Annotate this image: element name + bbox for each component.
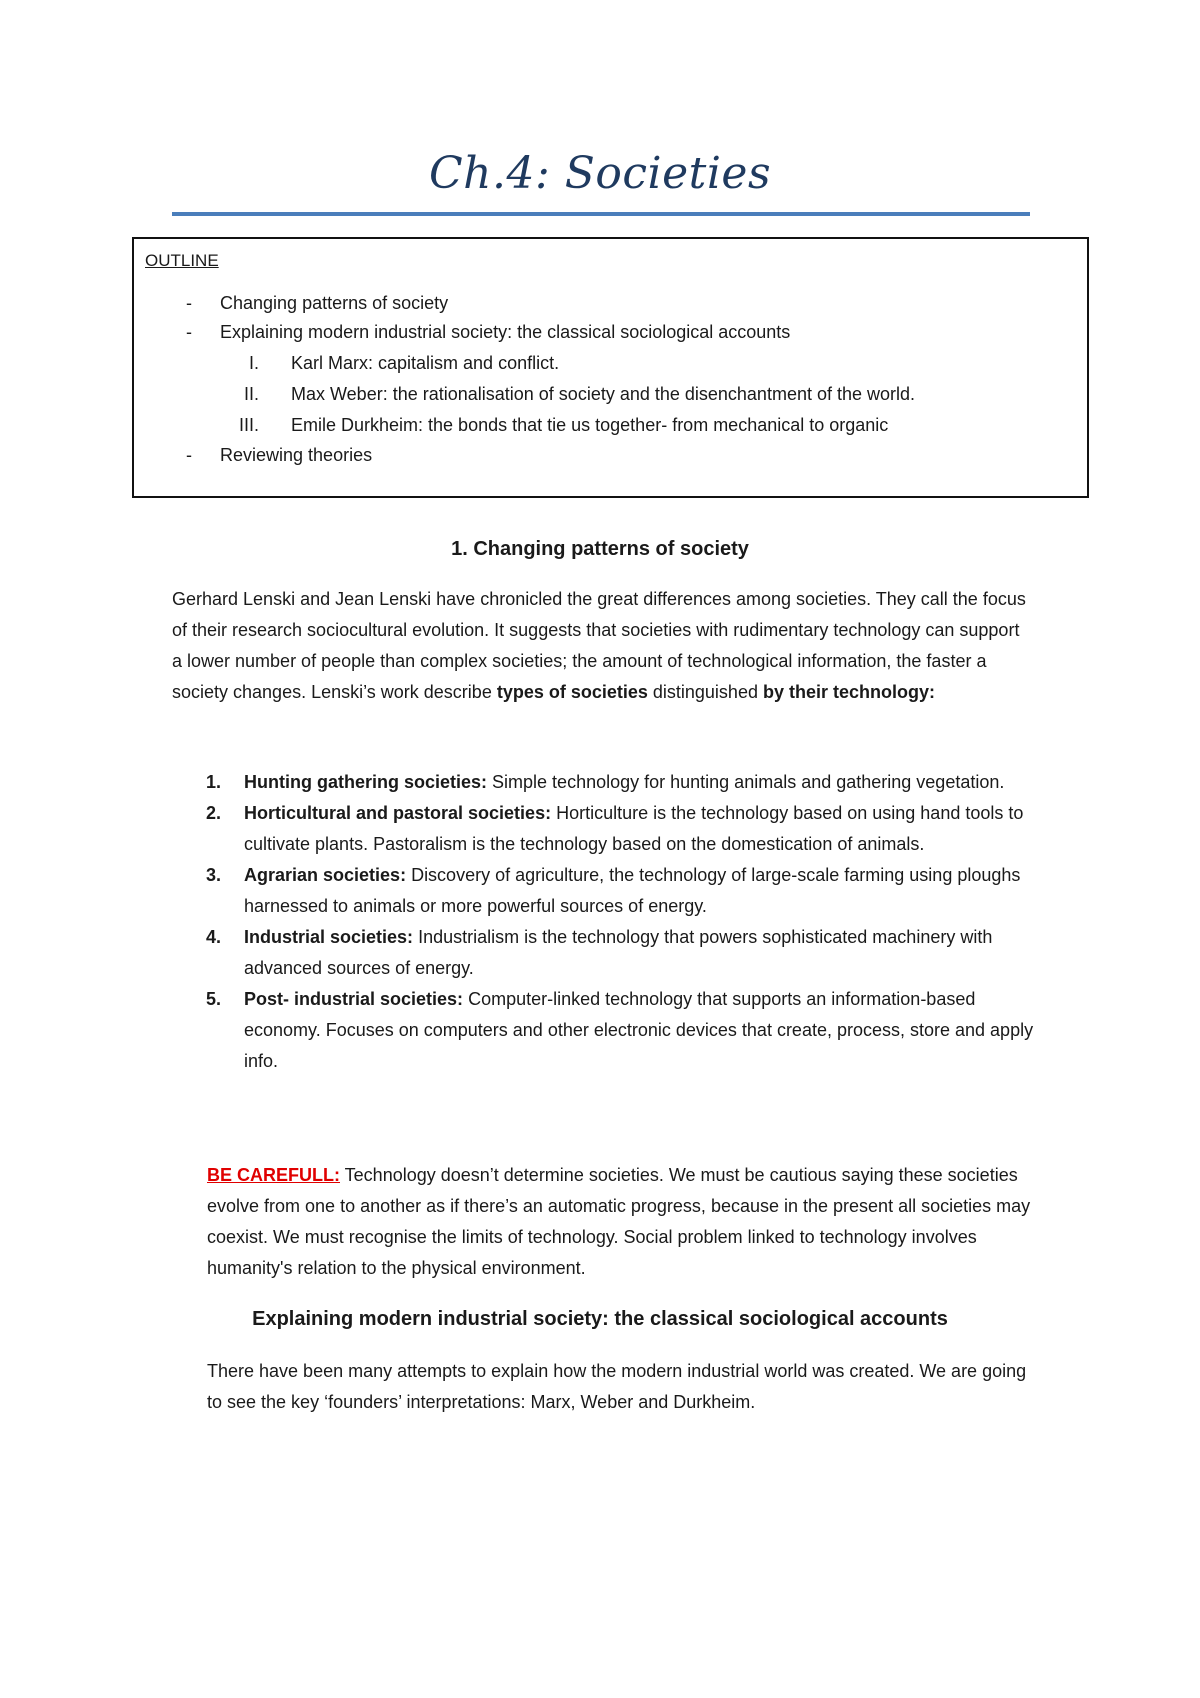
outline-dash: - (186, 322, 192, 342)
list-item (196, 922, 1036, 984)
outline-dash: - (186, 445, 192, 465)
intro-text: Gerhard Lenski and Jean Lenski have chronicled the great differences among societies. They call the focus of their research sociocultural evolution. It suggests that societies with rudimentary technology can support a lower number of people than complex societies; the amount of technological information, the faster a society changes. Lenski’s work describe (172, 589, 1026, 702)
outline-dash: - (186, 293, 192, 313)
warning-paragraph (207, 1160, 1033, 1284)
outline-item-text: Explaining modern industrial society: the classical sociological accounts (220, 322, 791, 342)
outline-subitem-number: II. (243, 384, 259, 404)
list-item (196, 860, 1036, 922)
page-title: Ch.4: Societies (428, 148, 772, 199)
outline-subitem-number: I. (248, 353, 259, 373)
warning-text: Technology doesn’t determine societies. We must be cautious saying these societies evolve from one to another as if there’s an automatic progress, because in the present all societies may coexist. We must recognise the limits of technology. Social problem linked to technology involves humanity's relation to the physical environment. (207, 1165, 1031, 1278)
outline-item-text: Changing patterns of society (220, 293, 449, 313)
title-underline-rule (172, 212, 1030, 216)
list-item-number: 2. (206, 803, 222, 823)
intro-text-mid: distinguished (647, 682, 763, 702)
intro-bold-types: types of societies (496, 682, 648, 702)
list-item-number: 4. (206, 927, 222, 947)
outline-box (132, 237, 1089, 498)
outline-subitem-number: III. (238, 415, 259, 435)
list-item-term: Industrial societies: (244, 927, 414, 947)
list-item (196, 984, 1036, 1077)
list-item (196, 798, 1036, 860)
outline-subitem-text: Max Weber: the rationalisation of society and the disenchantment of the world. (291, 384, 916, 404)
outline-subitem-text: Emile Durkheim: the bonds that tie us together- from mechanical to organic (291, 415, 889, 435)
list-item-term: Horticultural and pastoral societies: (244, 803, 552, 823)
outline-heading: OUTLINE (145, 251, 219, 270)
intro-paragraph (172, 584, 1032, 708)
list-item-term: Agrarian societies: (244, 865, 407, 885)
list-item-term: Post- industrial societies: (244, 989, 464, 1009)
list-item-desc: Discovery of agriculture, the technology of large-scale farming using ploughs harnessed to animals or more powerful sources of energy. (244, 865, 1021, 916)
list-item-desc: Horticulture is the technology based on using hand tools to cultivate plants. Pastoralism is the technology based on the domestication of animals. (244, 803, 1024, 854)
outline-item-text: Reviewing theories (220, 445, 373, 465)
section-heading-changing-patterns: 1. Changing patterns of society (451, 538, 749, 560)
section-heading-explaining-modern: Explaining modern industrial society: the classical sociological accounts (252, 1308, 948, 1330)
society-types-list (196, 767, 1036, 1077)
founders-paragraph: There have been many attempts to explain how the modern industrial world was created. We are going to see the key ‘founders’ interpretations: Marx, Weber and Durkheim. (207, 1361, 1027, 1412)
list-item-number: 3. (206, 865, 222, 885)
intro-bold-technology: by their technology: (762, 682, 935, 702)
warning-label: BE CAREFULL: (207, 1165, 340, 1185)
list-item-desc: Computer-linked technology that supports an information-based economy. Focuses on computers and other electronic devices that create, process, store and apply info. (244, 989, 1034, 1071)
list-item-desc: Industrialism is the technology that powers sophisticated machinery with advanced sources of energy. (244, 927, 993, 978)
list-item-number: 5. (206, 989, 222, 1009)
list-item (196, 767, 1036, 798)
list-item-term: Hunting gathering societies: (244, 772, 488, 792)
list-item-desc: Simple technology for hunting animals and gathering vegetation. (487, 772, 1005, 792)
list-item-number: 1. (206, 772, 222, 792)
outline-subitem-text: Karl Marx: capitalism and conflict. (291, 353, 560, 373)
